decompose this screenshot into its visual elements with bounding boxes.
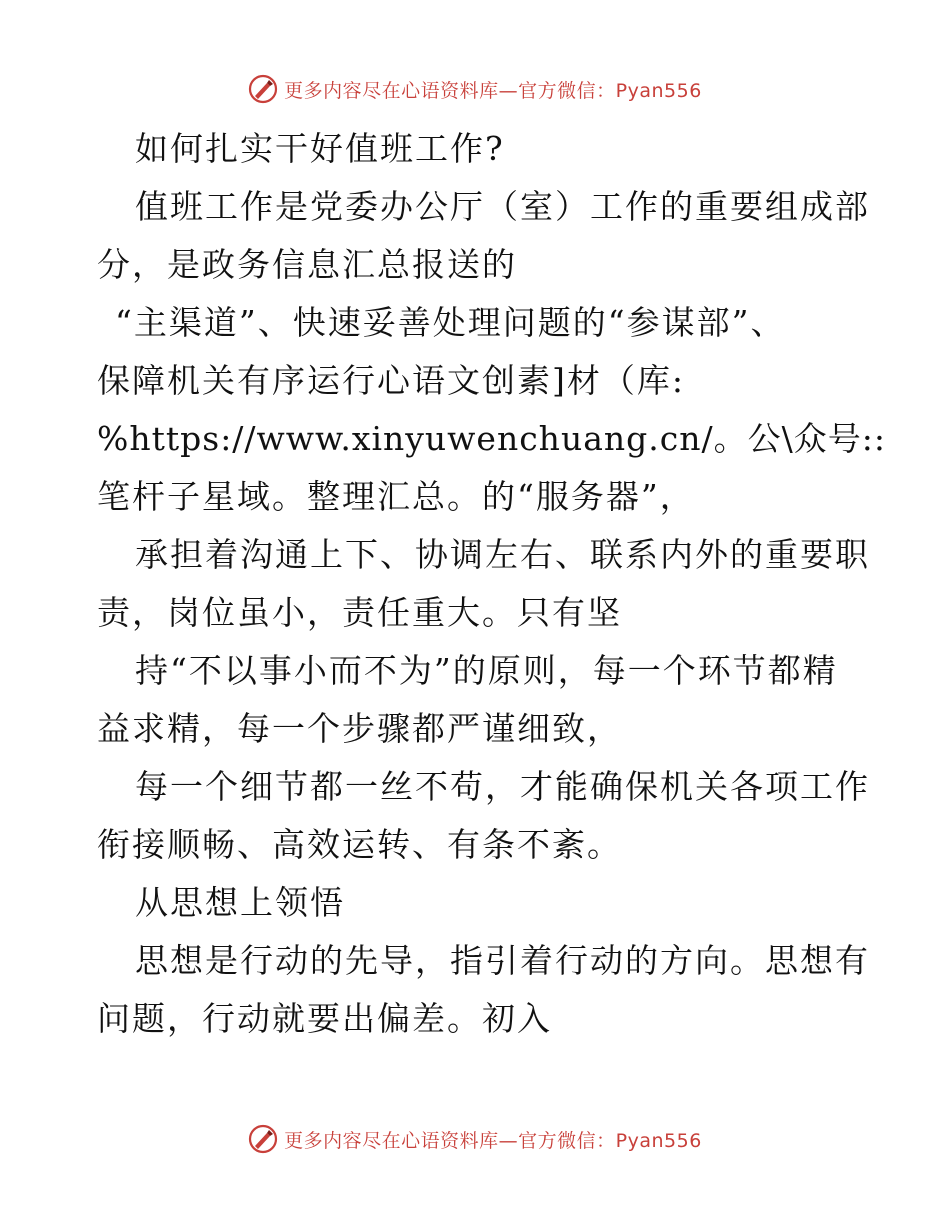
header-banner-text: 更多内容尽在心语资料库—官方微信：Pyan556 bbox=[284, 79, 702, 102]
paragraph-line: 益求精，每一个步骤都严谨细致， bbox=[97, 709, 622, 748]
paragraph-line: 分，是政务信息汇总报送的 bbox=[97, 245, 517, 284]
paragraph-line: 笔杆子星域。整理汇总。的“服务器”， bbox=[97, 477, 695, 516]
document-title: 如何扎实干好值班工作? bbox=[135, 129, 505, 168]
paragraph-line: %https://www.xinyuwenchuang.cn/。公\众号:: bbox=[97, 419, 886, 458]
paragraph-line: 问题，行动就要出偏差。初入 bbox=[97, 999, 552, 1038]
section-heading: 从思想上领悟 bbox=[135, 883, 345, 922]
paragraph-line: 持“不以事小而不为”的原则，每一个环节都精 bbox=[135, 651, 838, 690]
paragraph-line: 承担着沟通上下、协调左右、联系内外的重要职 bbox=[135, 535, 870, 574]
paragraph-line: 每一个细节都一丝不苟，才能确保机关各项工作 bbox=[135, 767, 870, 806]
paragraph-line: “主渠道”、快速妥善处理问题的“参谋部”、 bbox=[115, 303, 786, 342]
pen-logo-icon bbox=[248, 74, 278, 104]
footer-banner-text: 更多内容尽在心语资料库—官方微信：Pyan556 bbox=[284, 1129, 702, 1152]
paragraph-line: 保障机关有序运行心语文创素]材（库: bbox=[97, 361, 685, 400]
paragraph-line: 衔接顺畅、高效运转、有条不紊。 bbox=[97, 825, 622, 864]
paragraph-line: 思想是行动的先导，指引着行动的方向。思想有 bbox=[135, 941, 870, 980]
footer-banner bbox=[0, 1122, 950, 1156]
pen-logo-icon bbox=[248, 1124, 278, 1154]
paragraph-line: 责，岗位虽小，责任重大。只有坚 bbox=[97, 593, 622, 632]
paragraph-line: 值班工作是党委办公厅（室）工作的重要组成部 bbox=[135, 187, 870, 226]
header-banner bbox=[0, 72, 950, 106]
